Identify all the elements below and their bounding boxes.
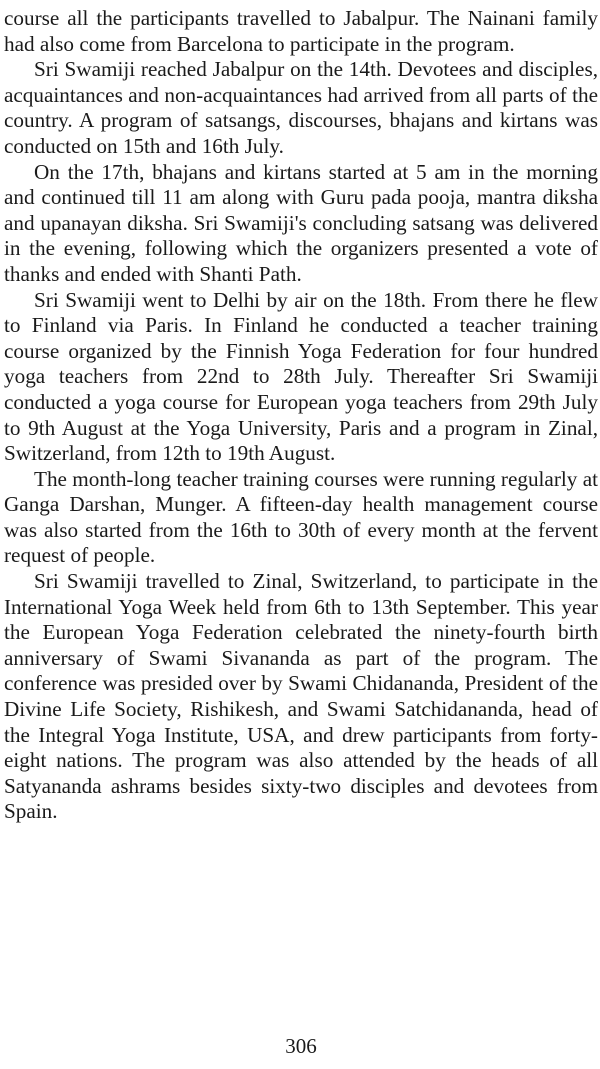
paragraph-continuation: course all the participants travelled to Jabalpur. The Nainani family had also come from Barcelona to participate in the program.: [4, 6, 598, 56]
paragraph-munger-courses: The month-long teacher training courses were running regularly at Ganga Darshan, Munger. A fifteen-day health management course was also started from the 16th to 30th of every month at the fervent request of people.: [4, 466, 598, 568]
page-number: 306: [285, 1034, 317, 1058]
paragraph-finland-paris: Sri Swamiji went to Delhi by air on the 18th. From there he flew to Finland via Paris. In Finland he conducted a teacher training course organized by the Finnish Yoga Federation for four hundred yoga teachers from 22nd to 28th July. Thereafter Sri Swamiji conducted a yoga course for European yoga teachers from 29th July to 9th August at the Yoga University, Paris and a program in Zinal, Switzerland, from 12th to 19th August.: [4, 287, 598, 466]
book-page: [4, 0, 598, 1069]
paragraph-zinal-yoga-week: Sri Swamiji travelled to Zinal, Switzerland, to participate in the International Yoga Week held from 6th to 13th September. This year the European Yoga Federation celebrated the ninety-fourth birth anniversary of Swami Sivananda as part of the program. The conference was presided over by Swami Chidananda, President of the Divine Life Society, Rishikesh, and Swami Satchidananda, head of the Integral Yoga Institute, USA, and drew participants from forty-eight nations. The program was also attended by the heads of all Satyananda ashrams besides sixty-two disciples and devotees from Spain.: [4, 569, 598, 824]
paragraph-arrival-jabalpur: Sri Swamiji reached Jabalpur on the 14th. Devotees and disciples, acquaintances and non-acquaintances had arrived from all parts of the country. A program of satsangs, discourses, bhajans and kirtans was conducted on 15th and 16th July.: [4, 57, 598, 158]
paragraph-17th-program: On the 17th, bhajans and kirtans started at 5 am in the morning and continued till 11 am along with Guru pada pooja, mantra diksha and upanayan diksha. Sri Swamiji's concluding satsang was delivered in the evening, following which the organizers presented a vote of thanks and ended with Shanti Path.: [4, 159, 598, 286]
body-text: [4, 6, 598, 825]
